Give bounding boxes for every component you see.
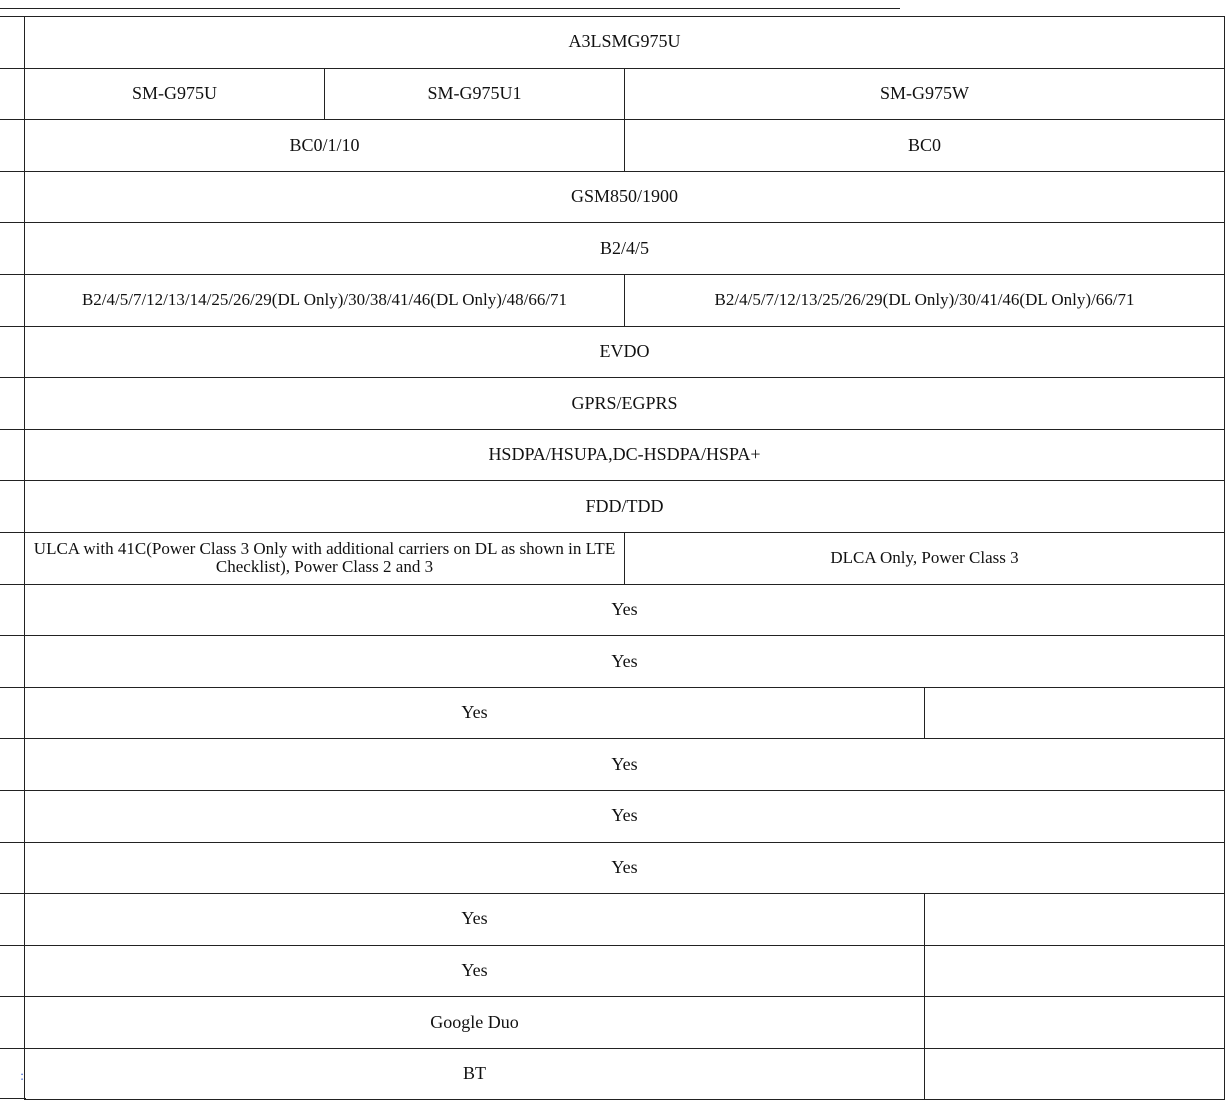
- table-row: [25, 326, 1225, 378]
- table-row: [25, 739, 1225, 791]
- table-row: [25, 171, 1225, 223]
- table-cell: BT: [25, 1048, 925, 1100]
- table-cell: Google Duo: [25, 997, 925, 1049]
- table-cell: Yes: [25, 790, 1225, 842]
- left-label-cell: [0, 996, 26, 1048]
- table-cell: EVDO: [25, 326, 1225, 378]
- table-row: [25, 894, 1225, 946]
- left-label-cell: [0, 532, 26, 584]
- left-label-cell: [0, 222, 26, 274]
- table-cell: GPRS/EGPRS: [25, 378, 1225, 430]
- device-spec-table: [24, 16, 1225, 1100]
- table-cell: DLCA Only, Power Class 3: [625, 532, 1225, 584]
- left-label-cell: [0, 687, 26, 739]
- table-cell: B2/4/5/7/12/13/25/26/29(DL Only)/30/41/46(DL Only)/66/71: [625, 274, 1225, 326]
- table-row: [25, 68, 1225, 120]
- left-label-cell: [0, 635, 26, 687]
- left-label-column: [0, 16, 26, 1104]
- table-cell: Yes: [25, 584, 1225, 636]
- left-label-cell: [0, 1048, 26, 1100]
- table-cell: A3LSMG975U: [25, 17, 1225, 69]
- left-label-cell: [0, 16, 26, 68]
- table-cell: Yes: [25, 945, 925, 997]
- table-cell: Yes: [25, 687, 925, 739]
- table-row: [25, 997, 1225, 1049]
- table-cell: Yes: [25, 842, 1225, 894]
- left-label-cell: [0, 429, 26, 481]
- left-label-cell: [0, 480, 26, 532]
- left-label-cell: [0, 790, 26, 842]
- table-cell: Yes: [25, 739, 1225, 791]
- table-cell: B2/4/5: [25, 223, 1225, 275]
- table-cell: SM-G975W: [625, 68, 1225, 120]
- table-row: [25, 378, 1225, 430]
- table-row: [25, 636, 1225, 688]
- table-row: [25, 790, 1225, 842]
- table-row: [25, 223, 1225, 275]
- table-row: [25, 1048, 1225, 1100]
- left-label-cell: [0, 377, 26, 429]
- table-row: [25, 429, 1225, 481]
- table-cell: [925, 997, 1225, 1049]
- table-cell: [925, 687, 1225, 739]
- top-rule: [0, 8, 900, 9]
- table-row: [25, 532, 1225, 584]
- left-label-cell: [0, 171, 26, 223]
- table-row: [25, 274, 1225, 326]
- table-cell: SM-G975U1: [325, 68, 625, 120]
- table-cell: ULCA with 41C(Power Class 3 Only with additional carriers on DL as shown in LTE Checklist), Power Class 2 and 3: [25, 532, 625, 584]
- table-cell: BC0: [625, 120, 1225, 172]
- left-label-cell: [0, 326, 26, 378]
- table-row: [25, 945, 1225, 997]
- left-label-fragment: :: [20, 1068, 24, 1084]
- table-cell: Yes: [25, 636, 1225, 688]
- left-label-cell: [0, 68, 26, 120]
- table-cell: FDD/TDD: [25, 481, 1225, 533]
- left-label-cell: [0, 584, 26, 636]
- table-cell: BC0/1/10: [25, 120, 625, 172]
- table-cell: [925, 1048, 1225, 1100]
- spec-table-body: [25, 17, 1225, 1100]
- left-label-cell: [0, 842, 26, 894]
- table-cell: B2/4/5/7/12/13/14/25/26/29(DL Only)/30/38/41/46(DL Only)/48/66/71: [25, 274, 625, 326]
- left-label-cell: [0, 274, 26, 326]
- table-row: [25, 120, 1225, 172]
- left-label-cell: [0, 945, 26, 997]
- left-label-cell: [0, 738, 26, 790]
- table-cell: Yes: [25, 894, 925, 946]
- table-row: [25, 687, 1225, 739]
- table-row: [25, 584, 1225, 636]
- table-row: [25, 17, 1225, 69]
- table-row: [25, 842, 1225, 894]
- table-cell: [925, 894, 1225, 946]
- left-label-cell: [0, 893, 26, 945]
- table-cell: SM-G975U: [25, 68, 325, 120]
- table-cell: [925, 945, 1225, 997]
- table-cell: HSDPA/HSUPA,DC-HSDPA/HSPA+: [25, 429, 1225, 481]
- table-row: [25, 481, 1225, 533]
- left-label-cell: [0, 119, 26, 171]
- table-cell: GSM850/1900: [25, 171, 1225, 223]
